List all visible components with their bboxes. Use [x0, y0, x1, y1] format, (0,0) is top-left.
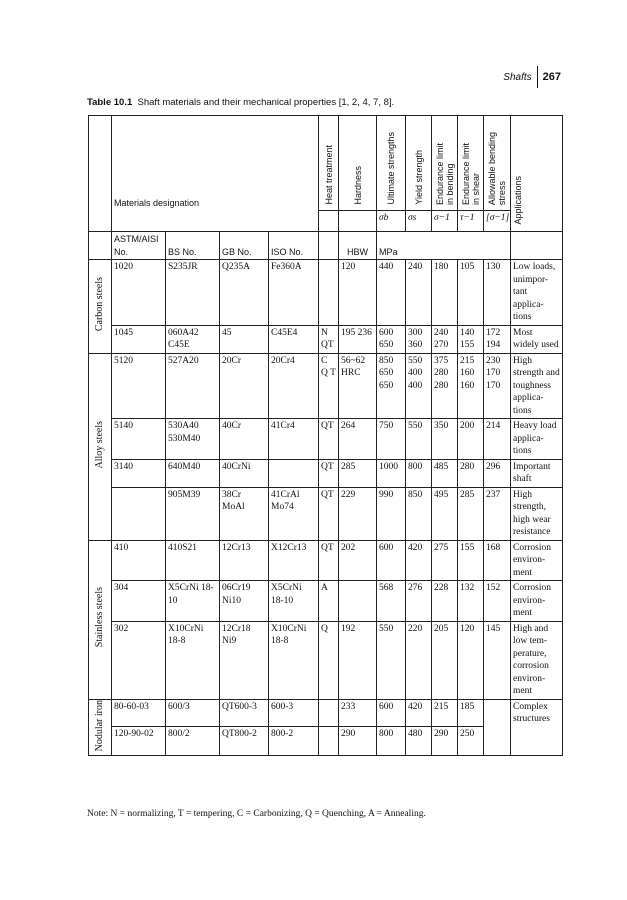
units-mpa-span: [432, 232, 511, 260]
group-stainless-steels: [89, 540, 112, 699]
cell-hbw: 192: [339, 621, 377, 699]
cell-bs: 530A40 530M40: [166, 419, 220, 460]
header-endurance-bending: [435, 143, 455, 205]
cell-allowable: 237: [484, 487, 511, 540]
cell-bs: 600/3: [166, 699, 220, 727]
cell-bs: 410S21: [166, 540, 220, 581]
cell-sigma-b: 1000: [377, 459, 406, 487]
table-note: Note: N = normalizing, T = tempering, C = Carbonizing, Q = Quenching, A = Annealing.: [87, 809, 426, 819]
cell-allowable: 145: [484, 621, 511, 699]
units-row: [89, 232, 563, 260]
cell-astm: [112, 487, 166, 540]
group-alloy-steels: [89, 353, 112, 540]
group-alloy-label: Alloy steels: [93, 420, 105, 468]
page-number: 267: [542, 71, 561, 83]
running-head-rule: [537, 66, 538, 88]
units-ht-empty: [319, 232, 339, 260]
group-carbon-steels: [89, 260, 112, 354]
cell-allowable: 230 170 170: [484, 353, 511, 419]
cell-allowable: 152: [484, 581, 511, 622]
header-endurance-shear-line1: Endurance limit: [460, 142, 471, 205]
cell-iso: C45E4: [269, 325, 319, 353]
table-row: [89, 487, 563, 540]
header-endurance-shear-cell: [458, 116, 484, 211]
cell-iso: 800-2: [269, 727, 319, 756]
cell-ht: QT: [319, 459, 339, 487]
cell-bs: X5CrNi 18-10: [166, 581, 220, 622]
cell-allowable: 214: [484, 419, 511, 460]
cell-astm: 302: [112, 621, 166, 699]
cell-tau-e: 280: [458, 459, 484, 487]
col-bs: BS No.: [166, 232, 220, 260]
cell-hbw: 290: [339, 727, 377, 756]
cell-tau-e: 215 160 160: [458, 353, 484, 419]
cell-sigma-s: 480: [406, 727, 432, 756]
cell-astm: 1020: [112, 260, 166, 326]
cell-sigma-e: 240 270: [432, 325, 458, 353]
cell-allowable: 130: [484, 260, 511, 326]
cell-astm: 1045: [112, 325, 166, 353]
table-row: [89, 699, 563, 727]
symbol-ht-empty: [319, 211, 339, 232]
cell-sigma-b: 800: [377, 727, 406, 756]
header-endurance-shear: [461, 143, 481, 205]
cell-allowable: 168: [484, 540, 511, 581]
cell-sigma-e: 205: [432, 621, 458, 699]
cell-gb: 40CrNi: [220, 459, 269, 487]
cell-ht: QT: [319, 487, 339, 540]
cell-tau-e: 140 155: [458, 325, 484, 353]
col-iso: ISO No.: [269, 232, 319, 260]
cell-sigma-s: 550 400 400: [406, 353, 432, 419]
header-heat-treatment-cell: [319, 116, 339, 211]
header-allowable-line1: Allowable bending: [487, 131, 497, 205]
symbol-sigma-s: σs: [406, 211, 432, 232]
cell-iso: X5CrNi 18-10: [269, 581, 319, 622]
cell-gb: QT600-3: [220, 699, 269, 727]
cell-sigma-s: 550: [406, 419, 432, 460]
cell-ht: N QT: [319, 325, 339, 353]
header-yield-strength: Yield strength: [413, 150, 424, 205]
cell-hbw: 195 236: [339, 325, 377, 353]
cell-sigma-e: 180: [432, 260, 458, 326]
cell-sigma-e: 485: [432, 459, 458, 487]
group-nodular-iron: [89, 699, 112, 756]
header-materials-designation: Materials designation: [112, 116, 319, 232]
cell-application: High strength and toughness applica-tions: [511, 353, 563, 419]
cell-sigma-s: 850: [406, 487, 432, 540]
cell-iso: 20Cr4: [269, 353, 319, 419]
header-row: [89, 116, 563, 211]
cell-sigma-e: 350: [432, 419, 458, 460]
cell-application: Corrosion environ-ment: [511, 581, 563, 622]
cell-bs: 060A42 C45E: [166, 325, 220, 353]
cell-sigma-e: 228: [432, 581, 458, 622]
group-carbon-label: Carbon steels: [93, 276, 105, 332]
header-ultimate-cell: [377, 116, 406, 211]
cell-hbw: 229: [339, 487, 377, 540]
cell-tau-e: 132: [458, 581, 484, 622]
cell-sigma-b: 990: [377, 487, 406, 540]
cell-astm: 410: [112, 540, 166, 581]
cell-hbw: 233: [339, 699, 377, 727]
header-corner: [89, 116, 112, 232]
header-endurance-bending-line1: Endurance limit: [434, 142, 445, 205]
table-row: [89, 260, 563, 326]
header-allowable-cell: [484, 116, 511, 211]
unit-hbw: HBW: [339, 232, 377, 260]
cell-iso: 41Cr4: [269, 419, 319, 460]
cell-sigma-e: 275: [432, 540, 458, 581]
cell-gb: 06Cr19 Ni10: [220, 581, 269, 622]
header-hardness: Hardness: [352, 166, 363, 205]
cell-hbw: [339, 581, 377, 622]
col-gb: GB No.: [220, 232, 269, 260]
cell-gb: 20Cr: [220, 353, 269, 419]
cell-iso: 600-3: [269, 699, 319, 727]
cell-astm: 5140: [112, 419, 166, 460]
cell-ht: [319, 727, 339, 756]
cell-sigma-e: 290: [432, 727, 458, 756]
cell-gb: 45: [220, 325, 269, 353]
symbol-sigma-b: σb: [377, 211, 406, 232]
cell-sigma-b: 600: [377, 699, 406, 727]
group-stainless-label: Stainless steels: [93, 587, 105, 648]
cell-ht: QT: [319, 419, 339, 460]
symbol-allowable: [σ−1]: [484, 211, 511, 232]
cell-allowable: 296: [484, 459, 511, 487]
cell-application: Complex structures: [511, 699, 563, 756]
cell-application: Low loads, unimpor-tant applica-tions: [511, 260, 563, 326]
units-app-empty: [511, 232, 563, 260]
materials-table: [88, 115, 563, 756]
cell-sigma-s: 240: [406, 260, 432, 326]
cell-astm: 80-60-03: [112, 699, 166, 727]
header-hardness-cell: [339, 116, 377, 211]
running-head-section: Shafts: [503, 71, 532, 83]
cell-application: Heavy load applica-tions: [511, 419, 563, 460]
cell-tau-e: 200: [458, 419, 484, 460]
cell-tau-e: 285: [458, 487, 484, 540]
table-row: [89, 419, 563, 460]
cell-sigma-b: 550: [377, 621, 406, 699]
table-caption-label: Table 10.1: [87, 97, 133, 108]
cell-gb: 12Cr13: [220, 540, 269, 581]
running-head: [503, 66, 561, 88]
cell-sigma-e: 495: [432, 487, 458, 540]
cell-gb: 38Cr MoAl: [220, 487, 269, 540]
cell-hbw: 285: [339, 459, 377, 487]
cell-sigma-s: 800: [406, 459, 432, 487]
units-group-empty: [89, 232, 112, 260]
cell-tau-e: 105: [458, 260, 484, 326]
col-astm: ASTM/AISI No.: [112, 232, 166, 260]
cell-ht: A: [319, 581, 339, 622]
table-caption: [87, 97, 394, 108]
cell-sigma-s: 300 360: [406, 325, 432, 353]
cell-tau-e: 185: [458, 699, 484, 727]
cell-tau-e: 120: [458, 621, 484, 699]
header-yield-cell: [406, 116, 432, 211]
table-row: [89, 581, 563, 622]
cell-iso: X10CrNi 18-8: [269, 621, 319, 699]
header-applications-cell: [511, 116, 563, 232]
cell-sigma-b: 440: [377, 260, 406, 326]
cell-sigma-b: 850 650 650: [377, 353, 406, 419]
cell-iso: [269, 459, 319, 487]
table-row: [89, 459, 563, 487]
cell-ht: [319, 260, 339, 326]
cell-gb: 12Cr18 Ni9: [220, 621, 269, 699]
cell-hbw: 202: [339, 540, 377, 581]
cell-hbw: 56~62 HRC: [339, 353, 377, 419]
cell-iso: 41CrAl Mo74: [269, 487, 319, 540]
cell-gb: QT800-2: [220, 727, 269, 756]
cell-iso: Fe360A: [269, 260, 319, 326]
header-endurance-shear-line2: in shear: [470, 172, 481, 205]
cell-hbw: 120: [339, 260, 377, 326]
cell-sigma-b: 600 650: [377, 325, 406, 353]
cell-sigma-b: 568: [377, 581, 406, 622]
table-row: [89, 353, 563, 419]
header-endurance-bending-line2: in bending: [444, 163, 455, 205]
cell-ht: C Q T: [319, 353, 339, 419]
cell-gb: 40Cr: [220, 419, 269, 460]
cell-astm: 304: [112, 581, 166, 622]
cell-application: Corrosion environ-ment: [511, 540, 563, 581]
header-applications: Applications: [513, 176, 523, 225]
cell-bs: X10CrNi 18-8: [166, 621, 220, 699]
symbol-tau-e: τ−1: [458, 211, 484, 232]
header-ultimate-strengths: Ultimate strengths: [386, 132, 396, 205]
cell-sigma-b: 750: [377, 419, 406, 460]
cell-bs: 905M39: [166, 487, 220, 540]
cell-sigma-b: 600: [377, 540, 406, 581]
cell-allowable: [484, 699, 511, 756]
cell-astm: 5120: [112, 353, 166, 419]
header-allowable-line2: stress: [497, 180, 507, 205]
table-caption-text: Shaft materials and their mechanical properties [1, 2, 4, 7, 8].: [137, 97, 395, 108]
cell-sigma-s: 420: [406, 540, 432, 581]
group-nodular-label: Nodular iron: [93, 699, 105, 751]
cell-astm: 3140: [112, 459, 166, 487]
unit-mpa: MPa: [377, 232, 432, 260]
cell-sigma-s: 420: [406, 699, 432, 727]
table-row: [89, 540, 563, 581]
header-allowable-stress: [487, 132, 507, 205]
cell-ht: [319, 699, 339, 727]
cell-bs: 640M40: [166, 459, 220, 487]
cell-sigma-e: 375 280 280: [432, 353, 458, 419]
cell-ht: QT: [319, 540, 339, 581]
cell-hbw: 264: [339, 419, 377, 460]
header-endurance-bending-cell: [432, 116, 458, 211]
cell-bs: 800/2: [166, 727, 220, 756]
cell-application: Most widely used: [511, 325, 563, 353]
symbol-hardness-empty: [339, 211, 377, 232]
cell-application: Important shaft: [511, 459, 563, 487]
cell-astm: 120-90-02: [112, 727, 166, 756]
cell-tau-e: 155: [458, 540, 484, 581]
symbol-sigma-e: σ−1: [432, 211, 458, 232]
cell-bs: 527A20: [166, 353, 220, 419]
cell-application: High and low tem-perature, corrosion environ-ment: [511, 621, 563, 699]
table-row: [89, 621, 563, 699]
cell-tau-e: 250: [458, 727, 484, 756]
cell-iso: X12Cr13: [269, 540, 319, 581]
cell-bs: S235JR: [166, 260, 220, 326]
cell-allowable: 172 194: [484, 325, 511, 353]
cell-ht: Q: [319, 621, 339, 699]
table-row: [89, 325, 563, 353]
cell-sigma-s: 220: [406, 621, 432, 699]
cell-sigma-s: 276: [406, 581, 432, 622]
cell-gb: Q235A: [220, 260, 269, 326]
cell-sigma-e: 215: [432, 699, 458, 727]
cell-application: High strength, high wear resistance: [511, 487, 563, 540]
header-heat-treatment: Heat treatment: [323, 145, 334, 205]
